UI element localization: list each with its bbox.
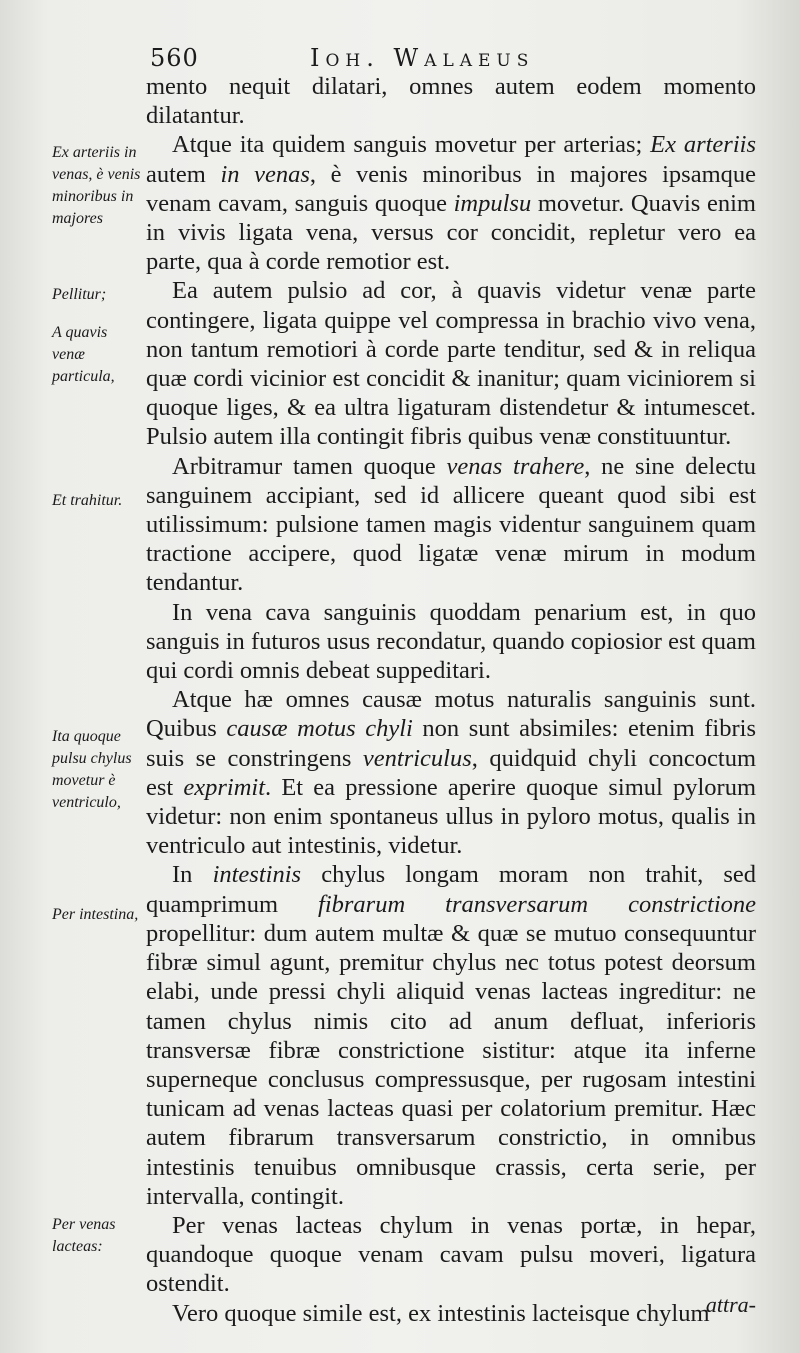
running-head: Ioh. Walaeus	[310, 44, 535, 72]
text-run: Atque hæ omnes causæ motus naturalis sanguinis sunt. Quibus	[146, 686, 756, 743]
text-run: , ne sine delectu sanguinem accipiant, sed id allicere queant quod sibi est utilissimum: pulsione tamen magis videntur sanguinem quam tractione accipere, quod ligatæ venæ mirum in modum tendantur.	[146, 452, 757, 597]
italic-run: causæ motus chyli	[226, 715, 413, 743]
italic-run: exprimit	[183, 773, 266, 801]
text-run: movetur. Quavis enim in vivis ligata vena, versus cor concidit, repletur vero ea parte, qua à corde remotior est.	[146, 189, 756, 276]
italic-run: intestinis	[212, 861, 302, 889]
text-run: In	[172, 861, 213, 889]
paragraph-1: mento nequit dilatari, omnes autem eodem momento dilatantur.	[146, 73, 756, 130]
sidenote-ita-quoque: Ita quoque pulsu chylus movetur è ventriculo,	[52, 728, 132, 811]
sidenote-per-venas-lacteas: Per venas lacteas:	[52, 1216, 116, 1255]
italic-run: impulsu	[453, 189, 532, 217]
text-run: . Et ea pressione aperire quoque simul pylorum videtur: non enim spontaneus ullus in pyloro motus, qualis in ventriculo aut intestinis, videtur.	[146, 773, 757, 860]
sidenote-pellitur: Pellitur;	[52, 286, 107, 303]
sidenote-a-quavis: A quavis venæ particula,	[52, 324, 115, 385]
catchword: attra-	[705, 1292, 756, 1317]
italic-run: fibrarum transversarum constrictione	[318, 890, 757, 918]
text-run: autem	[146, 160, 221, 188]
sidenote-per-intestina: Per intestina,	[52, 906, 139, 923]
italic-run: ventriculus	[362, 744, 472, 772]
sidenote-ex-arteriis: Ex arteriis in venas, è venis minoribus in majores	[52, 144, 141, 227]
paragraph-9: Vero quoque simile est, ex intestinis lacteisque chylum	[172, 1299, 710, 1327]
page-number: 560	[150, 44, 199, 72]
italic-run: in venas	[220, 160, 310, 188]
text-run: chylus longam moram non trahit, sed quamprimum	[146, 861, 756, 918]
italic-run: venas trahere	[446, 452, 585, 480]
paragraph-2	[146, 130, 756, 276]
paragraph-8: Per venas lacteas chylum in venas portæ, in hepar, quandoque quoque venam cavam pulsu moveri, ligatura ostendit.	[146, 1211, 756, 1298]
paragraph-4	[146, 452, 756, 598]
italic-run: Ex arteriis	[650, 131, 756, 159]
paragraph-5: In vena cava sanguinis quoddam penarium est, in quo sanguis in futuros usus recondatur, quando copiosior est quam qui cordi omnis debeat suppeditari.	[146, 598, 756, 685]
paragraph-7	[146, 860, 756, 1210]
paragraph-3: Ea autem pulsio ad cor, à quavis videtur venæ parte contingere, ligata quippe vel compressa in brachio vivo vena, non tantum remotiori à corde parte tenditur, sed & in reliqua quæ cordi vicinior est concidit & inanitur; quam viciniorem si quoque liges, & ea ultra ligaturam distendetur & intumescet. Pulsio autem illa contingit fibris quibus venæ constituuntur.	[146, 277, 756, 451]
text-run: , è venis minoribus in majores ipsamque venam cavam, sanguis quoque	[146, 160, 756, 217]
text-run: , quidquid chyli concoctum est	[146, 744, 756, 801]
paragraph-6	[146, 685, 756, 860]
main-text-block	[146, 72, 756, 1328]
text-run: Arbitramur tamen quoque	[172, 452, 447, 480]
text-run: Atque ita quidem sanguis movetur per arterias;	[172, 131, 651, 159]
sidenote-et-trahitur: Et trahitur.	[52, 492, 123, 509]
text-run: propellitur: dum autem multæ & quæ se mutuo consequuntur fibræ simul agunt, premitur chylus nec totus potest deorsum elabi, unde pressi chyli aliquid venas lacteas ingreditur: ne tamen chylus nimis cito ad anum defluat, inferioris transversæ fibræ constrictione sistitur: atque ita inferne superneque conclusus compressusque, per rugosam intestini tunicam ad venas lacteas quasi per colatorium premitur. Hæc autem fibrarum transversarum constrictio, in omnibus intestinis tenuibus omnibusque crassis, certa serie, per intervalla, contingit.	[146, 919, 756, 1210]
text-run: non sunt absimiles: etenim fibris suis se constringens	[146, 715, 756, 772]
